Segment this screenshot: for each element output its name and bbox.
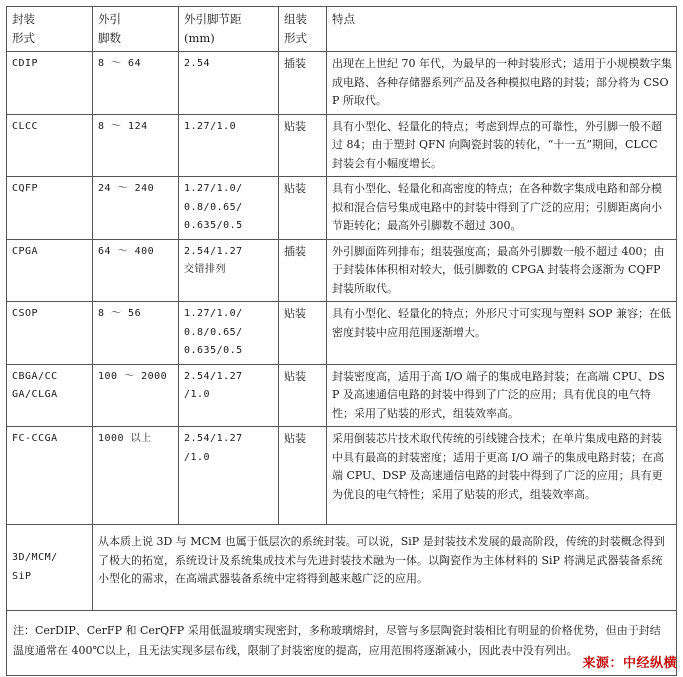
cell-feature: 封装密度高，适用于高 I/O 端子的集成电路封装；在高端 CPU、DSP 及高速通信电路的封装中得到了广泛的应用；具有优良的电气特性；采用了贴装的形式，组装效率高。 [327,364,677,427]
table-row [7,114,677,177]
cell-pins: 24 ～ 240 [93,177,179,240]
cell-pitch: 1.27/1.0 [179,114,279,177]
cell-pins: 1000 以上 [93,427,179,525]
table-row [7,52,677,115]
cell-pitch: 1.27/1.0/ 0.8/0.65/ 0.635/0.5 [179,177,279,240]
note-row [7,611,677,676]
cell-assembly: 贴装 [279,302,327,365]
table-body [7,7,677,676]
cell-assembly: 插装 [279,52,327,115]
package-table [6,6,677,676]
cell-pitch: 2.54 [179,52,279,115]
header-cell-assembly: 组装 形式 [279,7,327,52]
header-row [7,7,677,52]
header-cell-type: 封装 形式 [7,7,93,52]
cell-assembly: 插装 [279,239,327,302]
cell-pins: 8 ～ 124 [93,114,179,177]
cell-pins: 100 ～ 2000 [93,364,179,427]
cell-feature: 具有小型化、轻量化的特点；外形尺寸可实现与塑料 SOP 兼容；在低密度封装中应用范围逐渐增大。 [327,302,677,365]
cell-sip-text: 从本质上说 3D 与 MCM 也属于低层次的系统封装。可以说，SiP 是封装技术发展的最高阶段，传统的封装概念得到了极大的拓宽，系统设计及系统集成技术与先进封装技术融为一体。以陶瓷作为主体材料的 SiP 将满足武器装备系统小型化的需求，在高端武器装备系统中定将得到越来越广泛的应用。 [93,525,677,611]
note-cell: 注：CerDIP、CerFP 和 CerQFP 采用低温玻璃实现密封，多称玻璃熔封，尽管与多层陶瓷封装相比有明显的价格优势，但由于封结温度通常在 400℃以上，且无法实现多层布线，限制了封装密度的提高，应用范围将逐渐减小，因此表中没有列出。 [7,611,677,676]
cell-type: CBGA/CC GA/CLGA [7,364,93,427]
cell-type-sip: 3D/MCM/ SiP [7,525,93,611]
cell-feature: 具有小型化、轻量化和高密度的特点；在各种数字集成电路和部分模拟和混合信号集成电路中的封装中得到了广泛的应用；引脚距离向小节距转化；最高外引脚数不超过 300。 [327,177,677,240]
cell-assembly: 贴装 [279,114,327,177]
cell-feature: 出现在上世纪 70 年代，为最早的一种封装形式；适用于小规模数字集成电路、各种存储器系列产品及各种模拟电路的封装；部分将为 CSOP 所取代。 [327,52,677,115]
cell-pitch: 2.54/1.27 /1.0 [179,427,279,525]
cell-feature: 具有小型化、轻量化的特点；考虑到焊点的可靠性，外引脚一般不超过 84；由于塑封 QFN 向陶瓷封装的转化，“十一五”期间，CLCC 封装会有小幅度增长。 [327,114,677,177]
sip-row [7,525,677,611]
cell-assembly: 贴装 [279,177,327,240]
cell-pitch: 2.54/1.27 /1.0 [179,364,279,427]
cell-pins: 8 ～ 64 [93,52,179,115]
cell-pitch: 2.54/1.27 交错排列 [179,239,279,302]
table-row [7,364,677,427]
source-label: 来源：中经纵横 [582,656,677,671]
cell-type: CDIP [7,52,93,115]
cell-feature: 采用倒装芯片技术取代传统的引线键合技术；在单片集成电路的封装中具有最高的封装密度；适用于更高 I/O 端子的集成电路封装；在高端 CPU、DSP 及高速通信电路的封装中得到了广泛的应用；具有更为优良的电气特性；采用了贴装的形式，组装效率高。 [327,427,677,525]
cell-assembly: 贴装 [279,427,327,525]
cell-type: CPGA [7,239,93,302]
table-row [7,427,677,525]
cell-type: CLCC [7,114,93,177]
table-row [7,302,677,365]
cell-feature: 外引脚面阵列排布；组装强度高；最高外引脚数一般不超过 400；由于封装体体积相对较大，低引脚数的 CPGA 封装将会逐渐为 CQFP 封装所取代。 [327,239,677,302]
header-cell-pins: 外引 脚数 [93,7,179,52]
cell-type: CSOP [7,302,93,365]
header-cell-feature: 特点 [327,7,677,52]
table-row [7,177,677,240]
header-cell-pitch: 外引脚节距 (mm) [179,7,279,52]
cell-assembly: 贴装 [279,364,327,427]
cell-pins: 64 ～ 400 [93,239,179,302]
cell-pitch: 1.27/1.0/ 0.8/0.65/ 0.635/0.5 [179,302,279,365]
cell-pins: 8 ～ 56 [93,302,179,365]
table-row [7,239,677,302]
document [6,6,676,676]
cell-type: CQFP [7,177,93,240]
cell-type: FC-CCGA [7,427,93,525]
